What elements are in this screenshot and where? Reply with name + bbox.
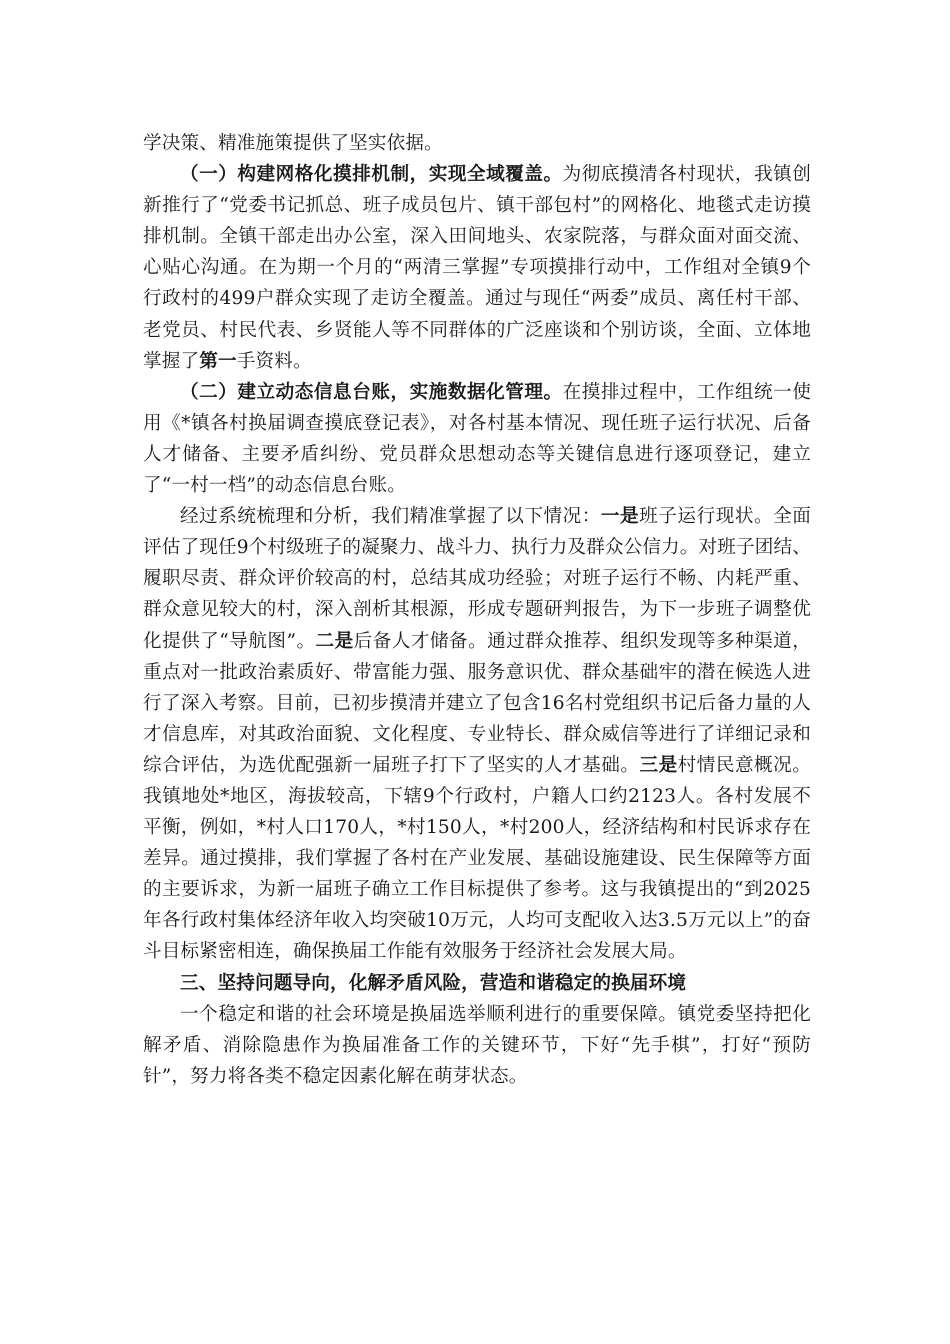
document-page: [143, 128, 811, 1092]
text-segment: 后备人才储备。通过群众推荐、组织发现等多种渠道，重点对一批政治素质好、带富能力强、服务意识优、群众基础牢的潜在候选人进行了深入考察。目前，已初步摸清并建立了包含16名村党组织书记后备力量的人才信息库，对其政治面貌、文化程度、专业特长、群众威信等进行了详细记录和综合评估，为选优配强新一届班子打下了坚实的人才基础。: [143, 630, 811, 776]
subsection-heading-1: （一）构建网格化摸排机制，实现全域覆盖。: [180, 164, 563, 186]
paragraph-grid-mechanism: [143, 159, 811, 377]
text-segment: 村情民意概况。我镇地处*地区，海拔较高，下辖9个行政村，户籍人口约2123人。各村发展不平衡，例如，*村人口170人，*村150人，*村200人，经济结构和村民诉求存在差异。通过摸排，我们掌握了各村在产业发展、基础设施建设、民生保障等方面的主要诉求，为新一届班子确立工作目标提供了参考。这与我镇提出的“到2025年各行政村集体经济年收入均突破10万元，人均可支配收入达3.5万元以上”的奋斗目标紧密相连，确保换届工作能有效服务于经济社会发展大局。: [143, 754, 811, 963]
point-marker-2: 二是: [315, 630, 354, 652]
text-segment: 为彻底摸清各村现状，我镇创新推行了“党委书记抓总、班子成员包片、镇干部包村”的网格化、地毯式走访摸排机制。全镇干部走出办公室，深入田间地头、农家院落，与群众面对面交流、心贴心沟通。在为期一个月的“两清三掌握”专项摸排行动中，工作组对全镇9个行政村的499户群众实现了走访全覆盖。通过与现任“两委”成员、离任村干部、老党员、村民代表、乡贤能人等不同群体的广泛座谈和个别访谈，全面、立体地掌握了: [143, 164, 811, 372]
point-marker-3: 三是: [639, 754, 678, 776]
paragraph-continuation: [143, 128, 811, 159]
text-segment: 班子运行现状。全面评估了现任9个村级班子的凝聚力、战斗力、执行力及群众公信力。对班子团结、履职尽责、群众评价较高的村，总结其成功经验；对班子运行不畅、内耗严重、群众意见较大的村，深入剖析其根源，形成专题研判报告，为下一步班子调整优化提供了“导航图”。: [143, 506, 812, 652]
text-segment: 经过系统梳理和分析，我们精准掌握了以下情况：: [180, 506, 601, 528]
text-segment-bold: 第一: [199, 350, 237, 372]
text-segment: 学决策、精准施策提供了坚实依据。: [143, 133, 443, 154]
paragraph-info-ledger: [143, 377, 811, 501]
section-heading: 三、坚持问题导向，化解矛盾风险，营造和谐稳定的换届环境: [180, 972, 687, 994]
paragraph-closing: 一个稳定和谐的社会环境是换届选举顺利进行的重要保障。镇党委坚持把化解矛盾、消除隐患作为换届准备工作的关键环节，下好“先手棋”，打好“预防针”，努力将各类不稳定因素化解在萌芽状态。: [143, 1003, 811, 1087]
text-segment: 手资料。: [236, 350, 312, 372]
point-marker-1: 一是: [600, 506, 640, 528]
subsection-heading-2: （二）建立动态信息台账，实施数据化管理。: [180, 381, 563, 403]
paragraph-findings: [143, 501, 811, 967]
text-segment: 在摸排过程中，工作组统一使用《*镇各村换届调查摸底登记表》，对各村基本情况、现任班子运行状况、后备人才储备、主要矛盾纠纷、党员群众思想动态等关键信息进行逐项登记，建立了“一村一档”的动态信息台账。: [143, 381, 811, 497]
